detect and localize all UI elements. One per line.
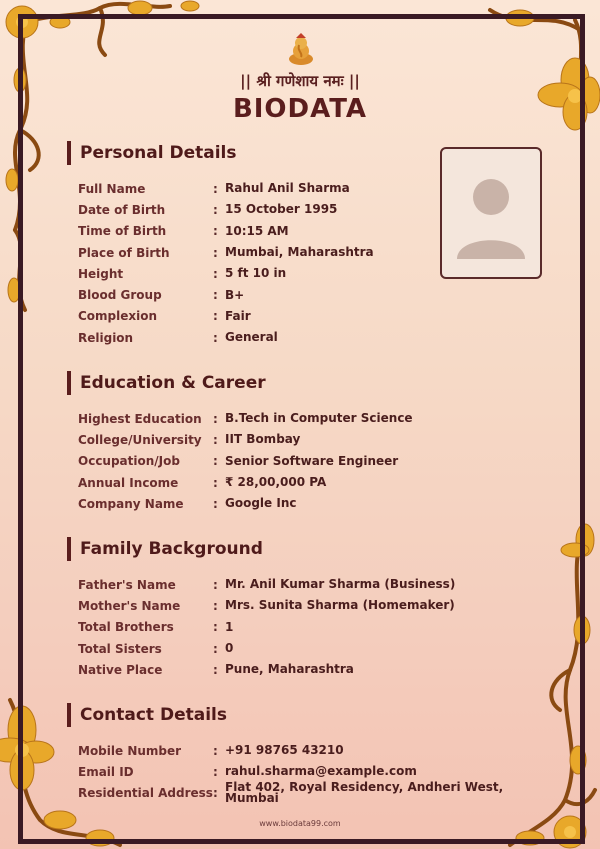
separator-colon: : <box>213 309 218 324</box>
detail-row <box>78 242 527 263</box>
detail-value: Google Inc <box>225 496 297 511</box>
separator-colon: : <box>213 496 218 511</box>
page-title: BIODATA <box>232 94 368 124</box>
separator-colon: : <box>213 224 218 239</box>
detail-row <box>78 327 527 348</box>
detail-label: Blood Group <box>78 288 162 303</box>
separator-colon: : <box>213 786 218 801</box>
detail-value: Senior Software Engineer <box>225 453 399 468</box>
detail-row <box>78 617 527 638</box>
detail-label: Mother's Name <box>78 598 181 613</box>
separator-colon: : <box>213 454 218 469</box>
detail-label: Father's Name <box>78 577 176 592</box>
separator-colon: : <box>213 181 218 196</box>
detail-row <box>78 472 527 493</box>
detail-value: 10:15 AM <box>225 223 289 238</box>
detail-row <box>78 408 527 429</box>
ganesh-emblem-icon <box>287 33 315 67</box>
detail-label: Complexion <box>78 309 158 324</box>
separator-colon: : <box>213 598 218 613</box>
detail-label: Full Name <box>78 181 146 196</box>
detail-label: Mobile Number <box>78 743 182 758</box>
detail-label: Highest Education <box>78 411 202 426</box>
detail-row <box>78 780 527 806</box>
detail-label: Residential Address <box>78 786 213 801</box>
separator-colon: : <box>213 202 218 217</box>
separator-colon: : <box>213 662 218 677</box>
detail-row <box>78 284 527 305</box>
separator-colon: : <box>213 641 218 656</box>
detail-value: Flat 402, Royal Residency, Andheri West, Mumbai <box>225 780 504 806</box>
detail-row <box>78 493 527 514</box>
section-education-career <box>67 371 527 514</box>
detail-value: General <box>225 330 278 345</box>
detail-row <box>78 595 527 616</box>
separator-colon: : <box>213 432 218 447</box>
detail-value: IIT Bombay <box>225 432 301 447</box>
detail-row <box>78 638 527 659</box>
section-accent-bar <box>67 537 71 561</box>
detail-row <box>78 306 527 327</box>
detail-label: College/University <box>78 432 202 447</box>
separator-colon: : <box>213 577 218 592</box>
section-accent-bar <box>67 703 71 727</box>
separator-colon: : <box>213 266 218 281</box>
detail-label: Place of Birth <box>78 245 170 260</box>
separator-colon: : <box>213 330 218 345</box>
section-title: Family Background <box>80 539 263 559</box>
detail-label: Time of Birth <box>78 224 167 239</box>
detail-row <box>78 659 527 680</box>
detail-label: Annual Income <box>78 475 179 490</box>
detail-label: Occupation/Job <box>78 454 180 469</box>
detail-label: Height <box>78 266 124 281</box>
detail-label: Total Brothers <box>78 620 174 635</box>
section-contact-details <box>67 703 527 804</box>
detail-value: Fair <box>225 308 251 323</box>
separator-colon: : <box>213 764 218 779</box>
detail-value: 1 <box>225 619 234 634</box>
detail-row <box>78 221 527 242</box>
section-title: Personal Details <box>80 143 237 163</box>
detail-value: +91 98765 43210 <box>225 743 344 758</box>
detail-row <box>78 263 527 284</box>
detail-value: rahul.sharma@example.com <box>225 764 417 779</box>
detail-row <box>78 199 527 220</box>
detail-label: Total Sisters <box>78 641 162 656</box>
footer-website: www.biodata99.com <box>259 819 341 828</box>
mantra-text: || श्री गणेशाय नमः || <box>240 72 360 90</box>
separator-colon: : <box>213 475 218 490</box>
detail-row <box>78 178 527 199</box>
detail-row <box>78 451 527 472</box>
detail-value: Mumbai, Maharashtra <box>225 245 374 260</box>
separator-colon: : <box>213 620 218 635</box>
section-title: Education & Career <box>80 373 266 393</box>
section-title: Contact Details <box>80 705 227 725</box>
detail-label: Email ID <box>78 764 134 779</box>
detail-value: B.Tech in Computer Science <box>225 411 413 426</box>
detail-value: 15 October 1995 <box>225 202 338 217</box>
section-accent-bar <box>67 371 71 395</box>
section-family-background <box>67 537 527 680</box>
detail-value: Rahul Anil Sharma <box>225 181 350 196</box>
detail-label: Religion <box>78 330 134 345</box>
detail-label: Native Place <box>78 662 163 677</box>
detail-value: ₹ 28,00,000 PA <box>225 475 327 490</box>
detail-label: Date of Birth <box>78 202 166 217</box>
separator-colon: : <box>213 411 218 426</box>
separator-colon: : <box>213 245 218 260</box>
detail-value: 5 ft 10 in <box>225 266 287 281</box>
detail-row <box>78 574 527 595</box>
separator-colon: : <box>213 743 218 758</box>
detail-value: Pune, Maharashtra <box>225 662 354 677</box>
detail-label: Company Name <box>78 496 184 511</box>
section-personal-details <box>67 141 527 348</box>
detail-value: 0 <box>225 641 234 656</box>
detail-value: B+ <box>225 287 245 302</box>
detail-row <box>78 429 527 450</box>
detail-value: Mrs. Sunita Sharma (Homemaker) <box>225 598 455 613</box>
detail-value: Mr. Anil Kumar Sharma (Business) <box>225 577 456 592</box>
section-accent-bar <box>67 141 71 165</box>
separator-colon: : <box>213 288 218 303</box>
detail-row <box>78 740 527 761</box>
